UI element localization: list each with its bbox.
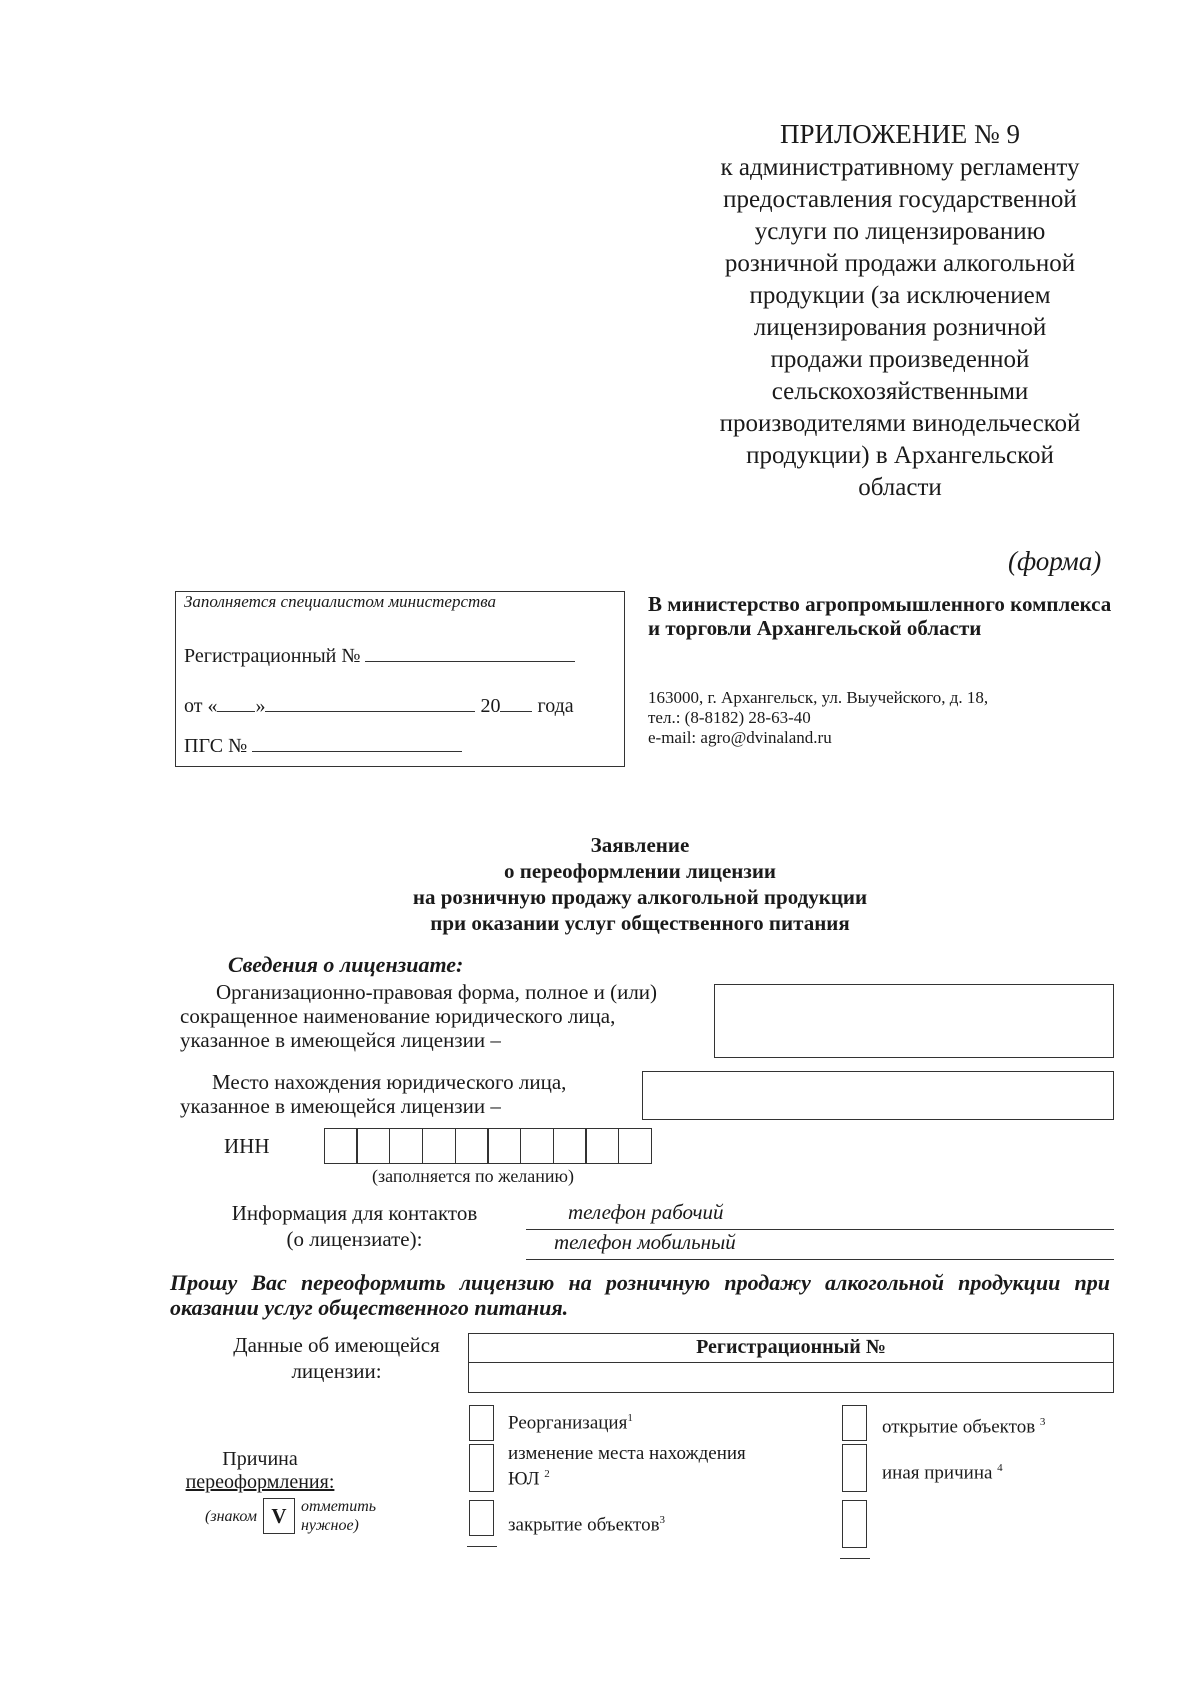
inn-digit-cell[interactable] [356,1128,390,1164]
inn-digit-cell[interactable] [618,1128,652,1164]
opening-objects-checkbox[interactable] [842,1405,867,1441]
registration-box [175,591,625,767]
mark-hint-left: (знаком [205,1507,257,1525]
reorganization-label [508,1408,633,1433]
footnote-mark: 1 [627,1412,633,1424]
appendix-line: лицензирования розничной [753,314,1047,341]
contact-label [212,1200,497,1252]
change-location-text: изменение места нахождения [508,1443,746,1464]
org-form-line: сокращенное наименование юридического лица, [180,1004,616,1028]
contact-line: Информация для контактов [231,1201,478,1225]
ministry-email: e-mail: agro@dvinaland.ru [648,728,832,747]
inn-digit-cell[interactable] [585,1128,619,1164]
checkbox-underline [840,1558,870,1559]
mark-hint [205,1497,376,1535]
appendix-line: продукции) в Архангельской [746,442,1054,469]
reorganization-text: Реорганизация [508,1412,628,1434]
pgs-field[interactable] [252,733,462,752]
appendix-line: розничной продажи алкогольной [724,250,1076,277]
inn-digit-cell[interactable] [520,1128,554,1164]
ministry-address: 163000, г. Архангельск, ул. Выучейского, д. 18, [648,688,989,707]
pgs-label: ПГС № [184,735,248,757]
inn-digit-cell[interactable] [553,1128,587,1164]
appendix-line: продукции (за исключением [749,282,1051,309]
date-close-quote: » [255,695,266,717]
form-label: (форма) [1008,546,1102,576]
appendix-line: сельскохозяйственными [771,378,1029,405]
other-reason-checkbox[interactable] [842,1444,867,1492]
opening-objects-text: открытие объектов [882,1416,1036,1438]
mark-hint-right-line: отметить [300,1498,377,1515]
appendix-header [680,118,1120,504]
registration-number-row [184,643,575,668]
inn-label: ИНН [224,1134,270,1158]
work-phone-label: телефон рабочий [568,1200,724,1224]
opening-objects-label [882,1412,1045,1437]
date-open-label: от « [184,695,218,717]
footnote-mark: 3 [659,1514,666,1526]
ministry-name: В министерство агропромышленного комплекса и торговли Архангельской области [648,592,1112,640]
reason-label-top: Причина [222,1448,298,1470]
other-reason-label [882,1458,1003,1483]
mobile-phone-label: телефон мобильный [554,1230,736,1254]
registration-number-field[interactable] [365,643,575,662]
change-location-text: ЮЛ [508,1468,540,1490]
title-line: на розничную продажу алкогольной продукции [412,885,868,909]
license-data-line: лицензии: [291,1359,382,1383]
date-year-prefix: 20 [480,695,501,717]
location-label [180,1070,640,1118]
reason-label [175,1448,345,1494]
date-day-field[interactable] [217,693,255,712]
licensee-section-title: Сведения о лицензиате: [228,952,464,977]
inn-digit-cell[interactable] [455,1128,489,1164]
registration-box-caption: Заполняется специалистом министерства [184,592,497,611]
mobile-phone-field[interactable] [526,1230,1114,1260]
inn-note: (заполняется по желанию) [372,1166,574,1186]
inn-field[interactable] [325,1128,652,1164]
title-line: при оказании услуг общественного питания [430,911,850,935]
footnote-mark: 3 [1039,1416,1046,1428]
date-row [184,693,574,718]
appendix-line: к административному регламенту [720,154,1080,181]
appendix-line: продажи произведенной [770,346,1030,373]
reason-label-bottom: переоформления: [185,1471,335,1493]
license-data-label [214,1332,459,1384]
org-form-label [180,980,710,1052]
appendix-line: производителями винодельческой [719,410,1081,437]
change-location-checkbox[interactable] [469,1444,494,1492]
title-line: о переоформлении лицензии [503,859,777,883]
request-text: Прошу Вас переоформить лицензию на розничную продажу алкогольной продукции при оказании услуг общественного питания. [170,1270,1110,1320]
ministry-phone: тел.: (8-8182) 28-63-40 [648,708,811,727]
extra-reason-checkbox[interactable] [842,1500,867,1548]
location-line: указанное в имеющейся лицензии – [180,1094,501,1118]
org-name-field[interactable] [714,984,1114,1058]
footnote-mark: 2 [544,1468,550,1480]
location-field[interactable] [642,1071,1114,1120]
title-line: Заявление [590,833,690,857]
appendix-line: предоставления государственной [723,186,1077,213]
license-data-line: Данные об имеющейся [233,1333,440,1357]
org-form-line: указанное в имеющейся лицензии – [180,1028,501,1052]
license-number-box[interactable] [468,1333,1114,1393]
footnote-mark: 4 [997,1462,1003,1474]
closing-objects-checkbox[interactable] [469,1500,494,1536]
appendix-title: ПРИЛОЖЕНИЕ № 9 [779,119,1021,149]
inn-digit-cell[interactable] [487,1128,521,1164]
mark-hint-right [301,1497,376,1535]
closing-objects-label [508,1510,665,1535]
appendix-line: услуги по лицензированию [754,218,1046,245]
date-month-field[interactable] [265,693,475,712]
reorganization-checkbox[interactable] [469,1405,494,1441]
other-reason-text: иная причина [882,1462,993,1484]
org-form-line: Организационно-правовая форма, полное и (или) [216,980,658,1004]
mark-hint-right-line: нужное) [300,1517,359,1534]
checkbox-underline [467,1546,497,1547]
closing-objects-text: закрытие объектов [508,1514,660,1536]
inn-digit-cell[interactable] [324,1128,358,1164]
appendix-line: области [858,474,942,501]
contact-line: (о лицензиате): [286,1227,423,1251]
date-year-field[interactable] [500,693,532,712]
pgs-row [184,733,462,758]
inn-digit-cell[interactable] [389,1128,423,1164]
document-title [240,832,1040,936]
checkmark-example: V [263,1498,295,1534]
change-location-label [508,1443,746,1489]
location-line: Место нахождения юридического лица, [212,1070,567,1094]
registration-number-label: Регистрационный № [184,645,361,667]
work-phone-field[interactable] [526,1200,1114,1230]
inn-digit-cell[interactable] [422,1128,456,1164]
ministry-contacts [648,688,1118,748]
date-year-suffix: года [537,695,574,717]
license-number-header: Регистрационный № [469,1334,1113,1363]
